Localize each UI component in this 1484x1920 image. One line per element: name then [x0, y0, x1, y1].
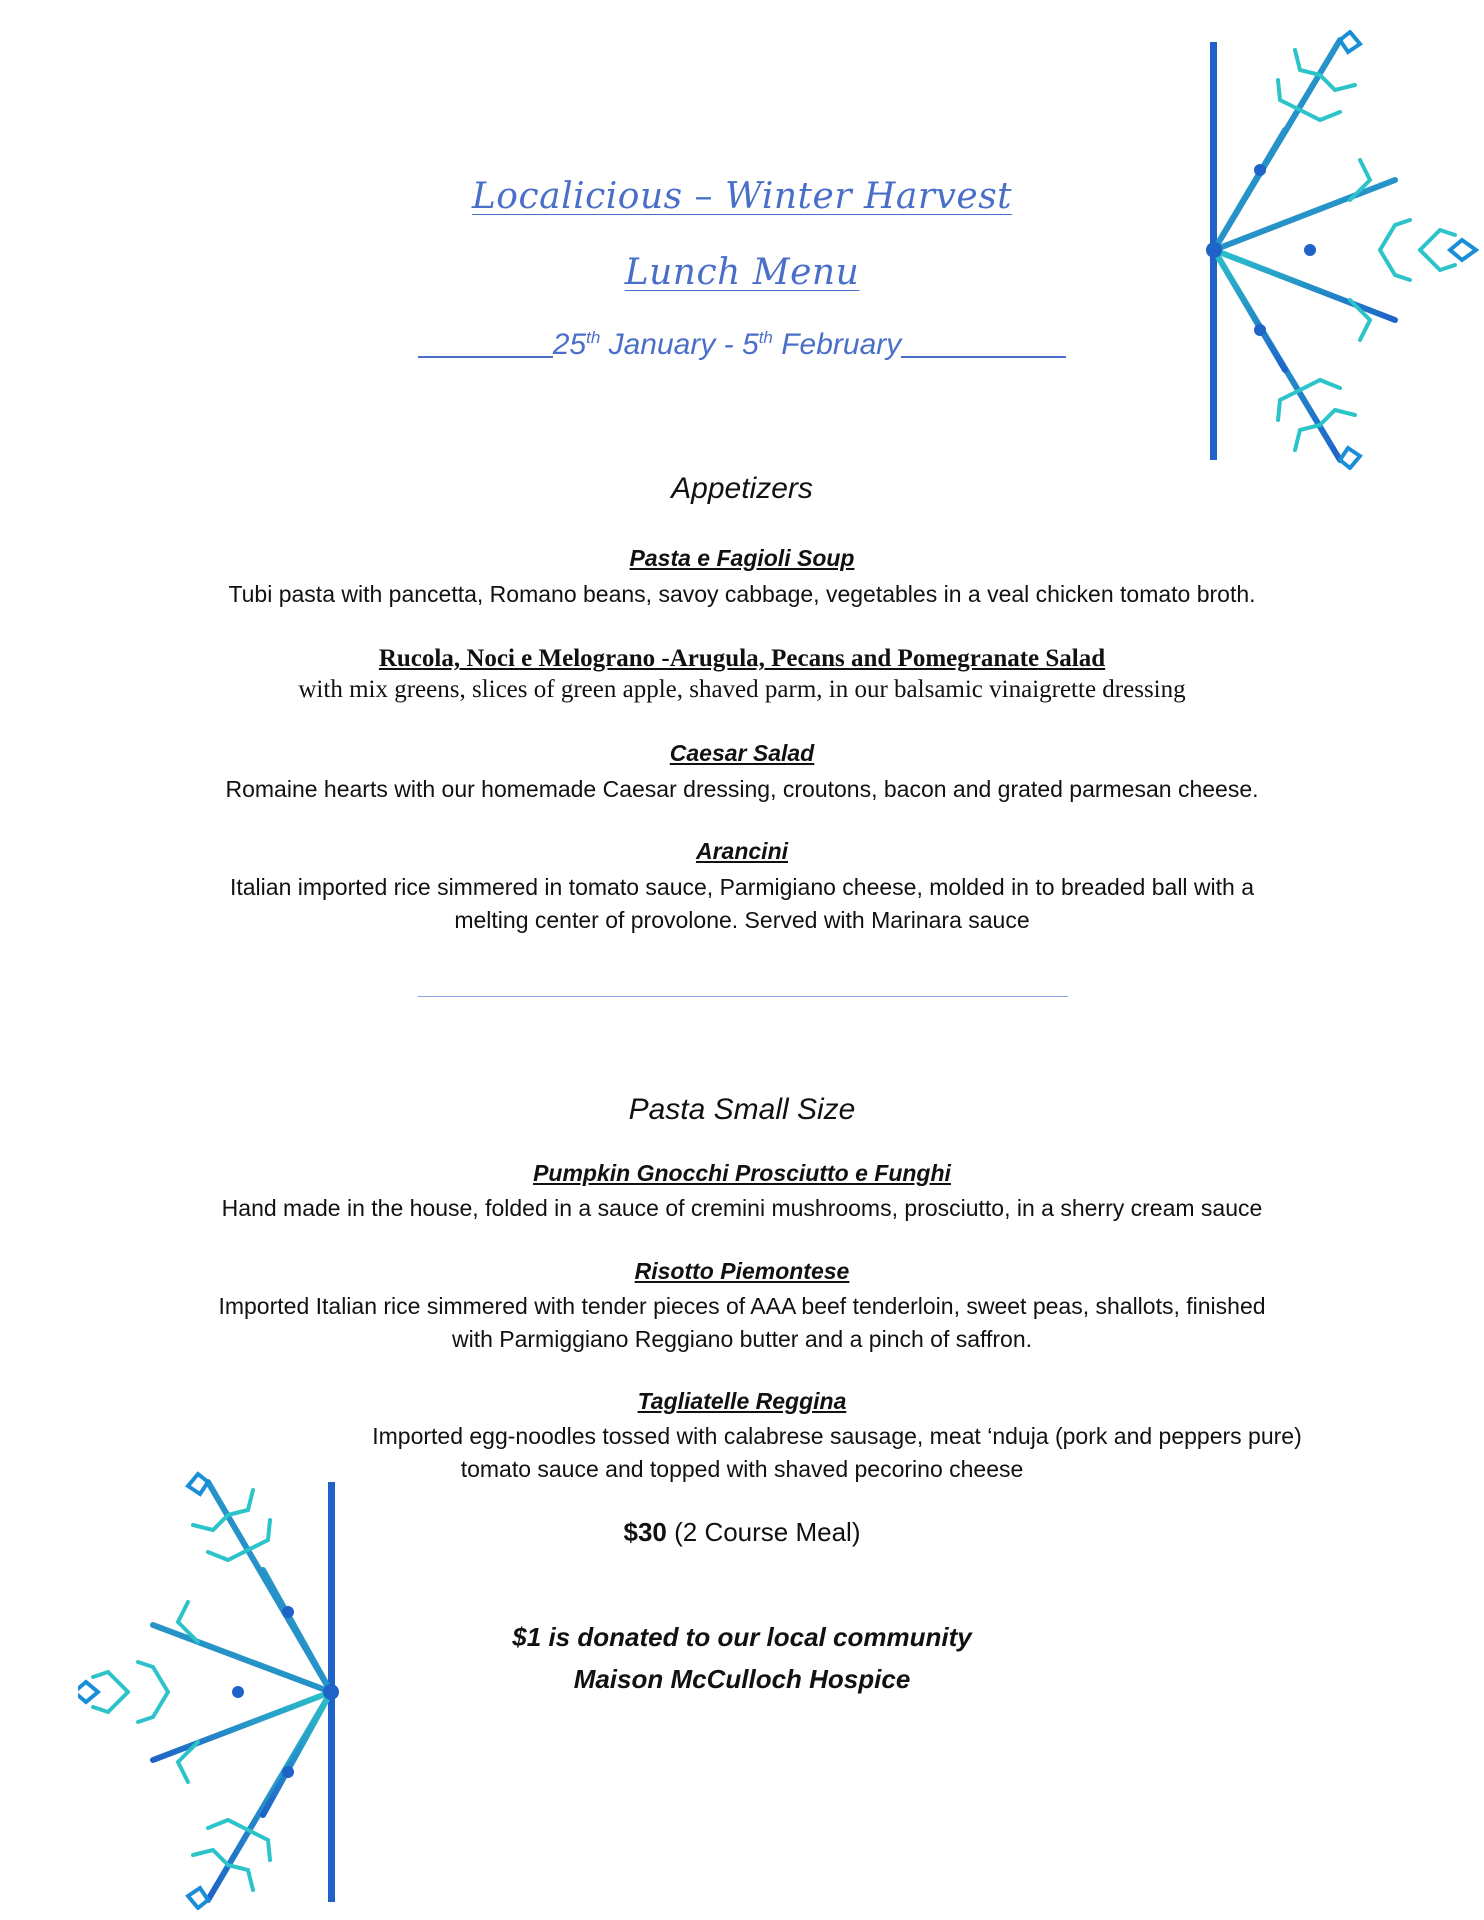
- date-rule-right: [901, 356, 1066, 358]
- date-start-day: 25: [552, 328, 587, 361]
- pasta-2-desc-line2: with Parmiggiano Reggiano butter and a pinch of saffron.: [451, 1326, 1033, 1352]
- date-start-month: January -: [600, 328, 743, 361]
- pasta-2-desc-line1: Imported Italian rice simmered with tender pieces of AAA beef tenderloin, sweet peas, shallots, finished: [218, 1293, 1266, 1319]
- appetizers-heading: Appetizers: [671, 472, 813, 505]
- appetizer-1-title: Pasta e Fagioli Soup: [629, 545, 855, 571]
- menu-subtitle: Lunch Menu: [624, 252, 860, 293]
- pasta-1-title: Pumpkin Gnocchi Prosciutto e Funghi: [533, 1160, 951, 1186]
- pasta-2-title: Risotto Piemontese: [634, 1258, 850, 1284]
- date-end-month: February: [772, 328, 902, 361]
- appetizer-2-title: Rucola, Noci e Melograno -Arugula, Pecans and Pomegranate Salad: [378, 645, 1106, 672]
- pasta-heading: Pasta Small Size: [628, 1093, 856, 1126]
- appetizer-4-desc-line1: Italian imported rice simmered in tomato sauce, Parmigiano cheese, molded in to breaded ball with a: [229, 874, 1255, 900]
- appetizer-3-title: Caesar Salad: [669, 740, 815, 766]
- date-end-day: 5: [742, 328, 759, 361]
- price-note: (2 Course Meal): [666, 1517, 861, 1547]
- donation-line2: Maison McCulloch Hospice: [573, 1664, 911, 1694]
- section-divider: [418, 996, 1068, 997]
- appetizer-3-desc: Romaine hearts with our homemade Caesar dressing, croutons, bacon and grated parmesan cheese.: [225, 776, 1259, 802]
- date-end-sup: th: [758, 328, 773, 347]
- menu-title: Localicious – Winter Harvest: [471, 176, 1013, 217]
- date-rule-left: [418, 356, 553, 358]
- pasta-3-desc-line1: Imported egg-noodles tossed with calabrese sausage, meat ‘nduja (pork and peppers pure): [372, 1423, 1302, 1449]
- appetizer-4-desc-line2: melting center of provolone. Served with Marinara sauce: [454, 907, 1030, 933]
- appetizer-1-desc: Tubi pasta with pancetta, Romano beans, savoy cabbage, vegetables in a veal chicken tomato broth.: [228, 581, 1256, 607]
- date-start-sup: th: [586, 328, 601, 347]
- donation-line1: $1 is donated to our local community: [512, 1622, 972, 1652]
- appetizer-4-title: Arancini: [695, 838, 789, 864]
- snowflake-top-icon: [1200, 30, 1480, 470]
- price-amount: $30: [623, 1517, 667, 1547]
- date-range: [0, 328, 1484, 362]
- pasta-1-desc: Hand made in the house, folded in a sauce of cremini mushrooms, prosciutto, in a sherry cream sauce: [221, 1195, 1263, 1221]
- pasta-3-title: Tagliatelle Reggina: [637, 1388, 847, 1414]
- price-line: [0, 1517, 1484, 1548]
- appetizer-2-desc: with mix greens, slices of green apple, shaved parm, in our balsamic vinaigrette dressing: [298, 676, 1186, 703]
- pasta-3-desc-line2: tomato sauce and topped with shaved pecorino cheese: [460, 1456, 1024, 1482]
